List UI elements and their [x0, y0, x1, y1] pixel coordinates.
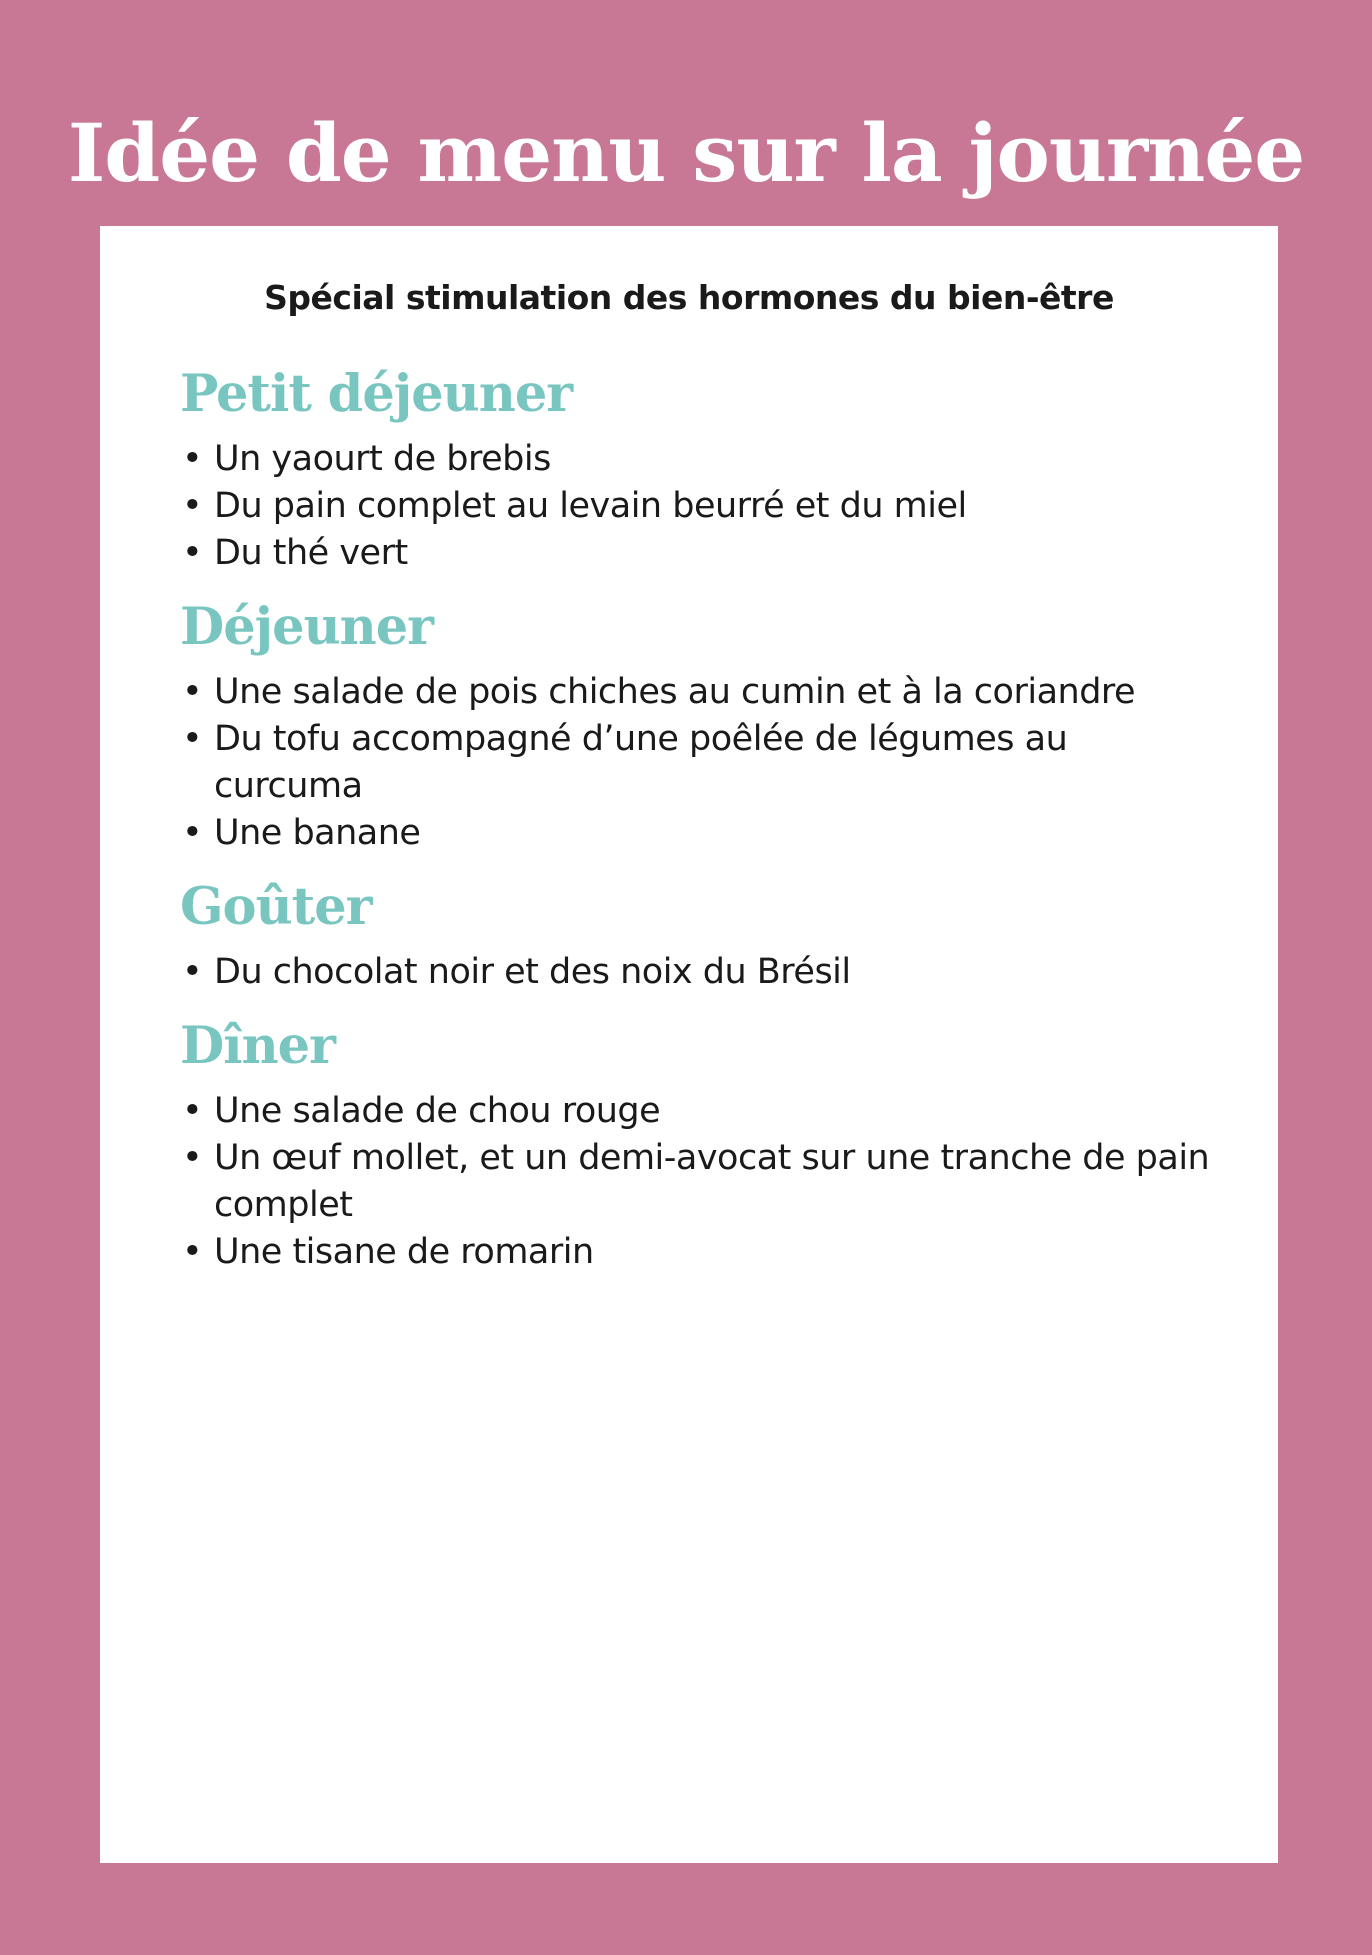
section-heading: Dîner	[180, 1016, 335, 1076]
subtitle: Spécial stimulation des hormones du bien-être	[264, 278, 1114, 317]
bullet-icon: •	[182, 1232, 203, 1272]
list-item	[180, 436, 1220, 483]
item-text: Un œuf mollet, et un demi-avocat sur une tranche de pain complet	[214, 1138, 1210, 1225]
section-heading: Petit déjeuner	[180, 364, 573, 424]
list-item	[180, 810, 1220, 857]
list-item	[180, 530, 1220, 577]
section-gouter	[180, 873, 1220, 996]
list-item	[180, 483, 1220, 530]
list-item	[180, 1088, 1220, 1135]
bullet-icon: •	[182, 1091, 203, 1131]
section-heading: Goûter	[180, 877, 372, 937]
bullet-icon: •	[182, 672, 203, 712]
item-text: Une tisane de romarin	[214, 1232, 594, 1272]
item-text: Du pain complet au levain beurré et du miel	[214, 486, 967, 526]
item-list	[180, 949, 1220, 996]
list-item	[180, 716, 1220, 810]
section-diner	[180, 1012, 1220, 1276]
bullet-icon: •	[182, 533, 203, 573]
bullet-icon: •	[182, 719, 203, 759]
section-dejeuner	[180, 593, 1220, 857]
bullet-icon: •	[182, 1138, 203, 1178]
item-text: Du chocolat noir et des noix du Brésil	[214, 952, 851, 992]
menu-sections	[180, 360, 1220, 1292]
list-item	[180, 1135, 1220, 1229]
page-title: Idée de menu sur la journée	[67, 106, 1305, 200]
list-item	[180, 949, 1220, 996]
bullet-icon: •	[182, 439, 203, 479]
item-text: Une salade de chou rouge	[214, 1091, 661, 1131]
bullet-icon: •	[182, 952, 203, 992]
bullet-icon: •	[182, 486, 203, 526]
section-petit-dejeuner	[180, 360, 1220, 577]
item-text: Du tofu accompagné d’une poêlée de légumes au curcuma	[214, 719, 1068, 806]
menu-card	[100, 226, 1278, 1863]
item-list	[180, 669, 1220, 857]
bullet-icon: •	[182, 813, 203, 853]
item-text: Un yaourt de brebis	[214, 439, 551, 479]
section-heading: Déjeuner	[180, 597, 434, 657]
list-item	[180, 1229, 1220, 1276]
item-list	[180, 436, 1220, 577]
item-text: Du thé vert	[214, 533, 408, 573]
item-text: Une banane	[214, 813, 421, 853]
item-list	[180, 1088, 1220, 1276]
list-item	[180, 669, 1220, 716]
item-text: Une salade de pois chiches au cumin et à la coriandre	[214, 672, 1136, 712]
